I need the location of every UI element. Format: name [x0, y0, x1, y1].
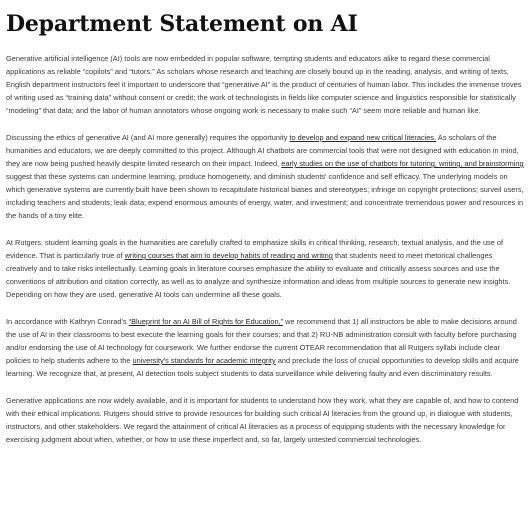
paragraph-text: we recommend that 1) all instructors be able to make decisions around the use of AI in their classrooms to best execute the learning goals for their courses; and that 2) RU-NB administration consult with faculty before purchasing and/or endorsing the use of AI technology for coursework. We further endorse the current OTEAR recommendation that all Rutgers syllabi include clear policies to help students adhere to the — [6, 317, 517, 365]
link-early-studies[interactable]: early studies on the use of chatbots for tutoring, writing, and brainstorming — [281, 159, 524, 168]
paragraph-text: Discussing the ethics of generative AI (and AI more generally) requires the opportunity — [6, 133, 290, 142]
page-title: Department Statement on AI — [6, 11, 358, 37]
link-blueprint[interactable]: “Blueprint for an AI Bill of Rights for Education,” — [128, 317, 284, 326]
paragraph-text: At Rutgers, student learning goals in the humanities are carefully crafted to emphasize skills in critical thinking, research, textual analysis, and the use of evidence. That is particularly true of — [6, 238, 504, 260]
link-critical-literacies[interactable]: to develop and expand new critical literacies. — [289, 133, 437, 142]
paragraph-recommendations — [6, 315, 524, 380]
paragraph-text: In accordance with Kathryn Conrad's — [6, 317, 129, 326]
paragraph-conclusion: Generative applications are now widely available, and it is important for students to understand how they work, what they are capable of, and how to contend with their ethical implications. Rutgers should strive to provide resources for building such critical AI literacies from the ground up, in dialogue with students, instructors, and other stakeholders. We regard the attainment of critical AI literacies as a process of equipping students with the necessary knowledge for exercising judgment about when, whether, or how to use these imperfect and, so far, largely untested commercial technologies. — [6, 396, 519, 444]
paragraph-text: that students need to meet rhetorical challenges creatively and to take risks intellectually. Learning goals in literature courses emphasize the ability to evaluate and critically assess sources and use the conventions of attribution and citation correctly, as well as to analyze and synthesize information and ideas from multiple sources to generate new insights. Depending on how they are used, generative AI tools can undermine all these goals. — [6, 251, 511, 299]
paragraph-text: suggest that these systems can undermine learning, produce homogeneity, and diminish students' confidence and self efficacy. The underlying models on which generative systems are currently built have been shown to recapitulate historical biases and stereotypes; infringe on copyright protections; surveil users, including teachers and students; leak data; expend enormous amounts of energy, water, and investment; and concentrate tremendous power and resources in the hands of a tiny elite. — [6, 172, 524, 220]
paragraph-intro: Generative artificial intelligence (AI) tools are now embedded in popular software, tempting students and educators alike to regard these commercial applications as reliable “copilots” and “tutors.” As scholars whose research and teaching are closely bound up in the reading, analysis, and writing of texts, English department instructors feel it important to underscore that “generative AI” is the product of centuries of human labor. This includes the immense troves of writing used as “training data” without consent or credit; the work of technologists in fields like computer science and linguistics responsible for statistically “modeling” that data; and the labor of human annotators whose ongoing work is necessary to make such “AI” seem more reliable and human like. — [6, 54, 522, 115]
link-writing-courses[interactable]: writing courses that aim to develop habits of reading and writing — [124, 251, 333, 260]
paragraph-learning-goals — [6, 236, 524, 301]
paragraph-text: As scholars of the humanities and educators, we are deeply committed to this project. Although AI chatbots are commercial tools that were not designed with education in mind, they are now being pushed heavily despite limited research on their impact. Indeed, — [6, 133, 519, 168]
link-academic-integrity[interactable]: university's standards for academic integrity — [132, 356, 276, 365]
paragraph-critical-literacies — [6, 131, 524, 222]
paragraph-text: and preclude the loss of crucial opportunities to develop skills and acquire learning. We recognize that, at present, AI detection tools subject students to data surveillance while delivering faulty and even discriminatory results. — [6, 356, 519, 378]
